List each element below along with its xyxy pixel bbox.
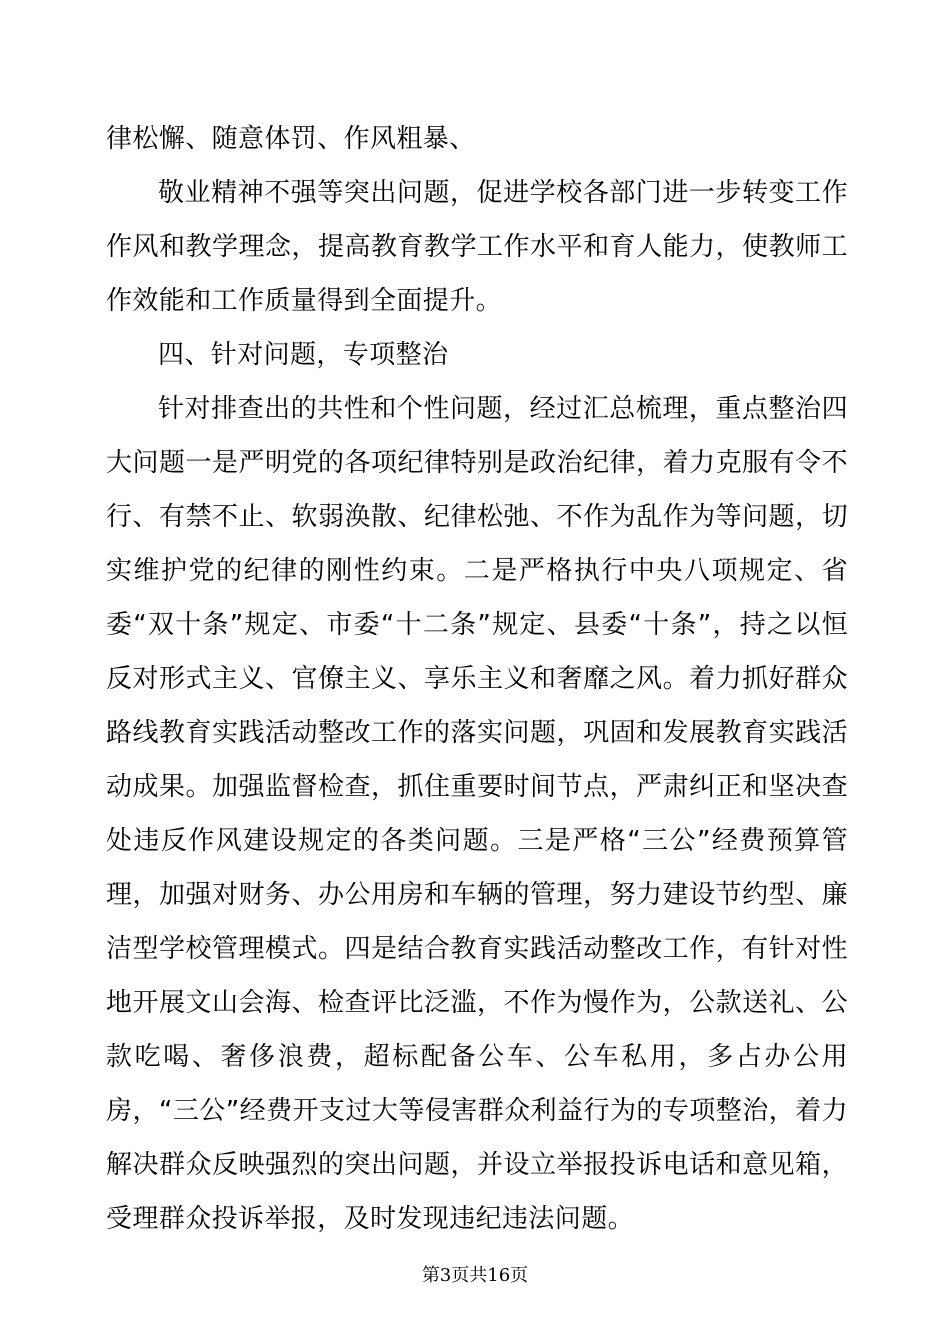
paragraph-continuation: 律松懈、随意体罚、作风粗暴、	[106, 124, 476, 154]
paragraph-rectification: 针对排查出的共性和个性问题，经过汇总梳理，重点整治四大问题一是严明党的各项纪律特别是政治纪律，着力克服有令不行、有禁不止、软弱涣散、纪律松弛、不作为乱作为等问题，切实维护党的纪律的刚性约束。二是严格执行中央八项规定、省委“双十条”规定、市委“十二条”规定、县委“十条”，持之以恒反对形式主义、官僚主义、享乐主义和奢靡之风。着力抓好群众路线教育实践活动整改工作的落实问题，巩固和发展教育实践活动成果。加强监督检查，抓住重要时间节点，严肃纠正和坚决查处违反作风建设规定的各类问题。三是严格“三公”经费预算管理，加强对财务、办公用房和车辆的管理，努力建设节约型、廉洁型学校管理模式。四是结合教育实践活动整改工作，有针对性地开展文山会海、检查评比泛滥，不作为慢作为，公款送礼、公款吃喝、奢侈浪费，超标配备公车、公车私用，多占办公用房，“三公”经费开支过大等侵害群众利益行为的专项整治，着力解决群众反映强烈的突出问题，并设立举报投诉电话和意见箱，受理群众投诉举报，及时发现违纪违法问题。	[106, 394, 848, 1234]
paragraph-work-style: 敬业精神不强等突出问题，促进学校各部门进一步转变工作作风和教学理念，提高教育教学工作水平和育人能力，使教师工作效能和工作质量得到全面提升。	[106, 178, 848, 316]
section-heading: 四、针对问题，专项整治	[158, 340, 449, 370]
page-number: 第3页共16页	[421, 1265, 529, 1286]
document-body	[106, 112, 848, 1246]
